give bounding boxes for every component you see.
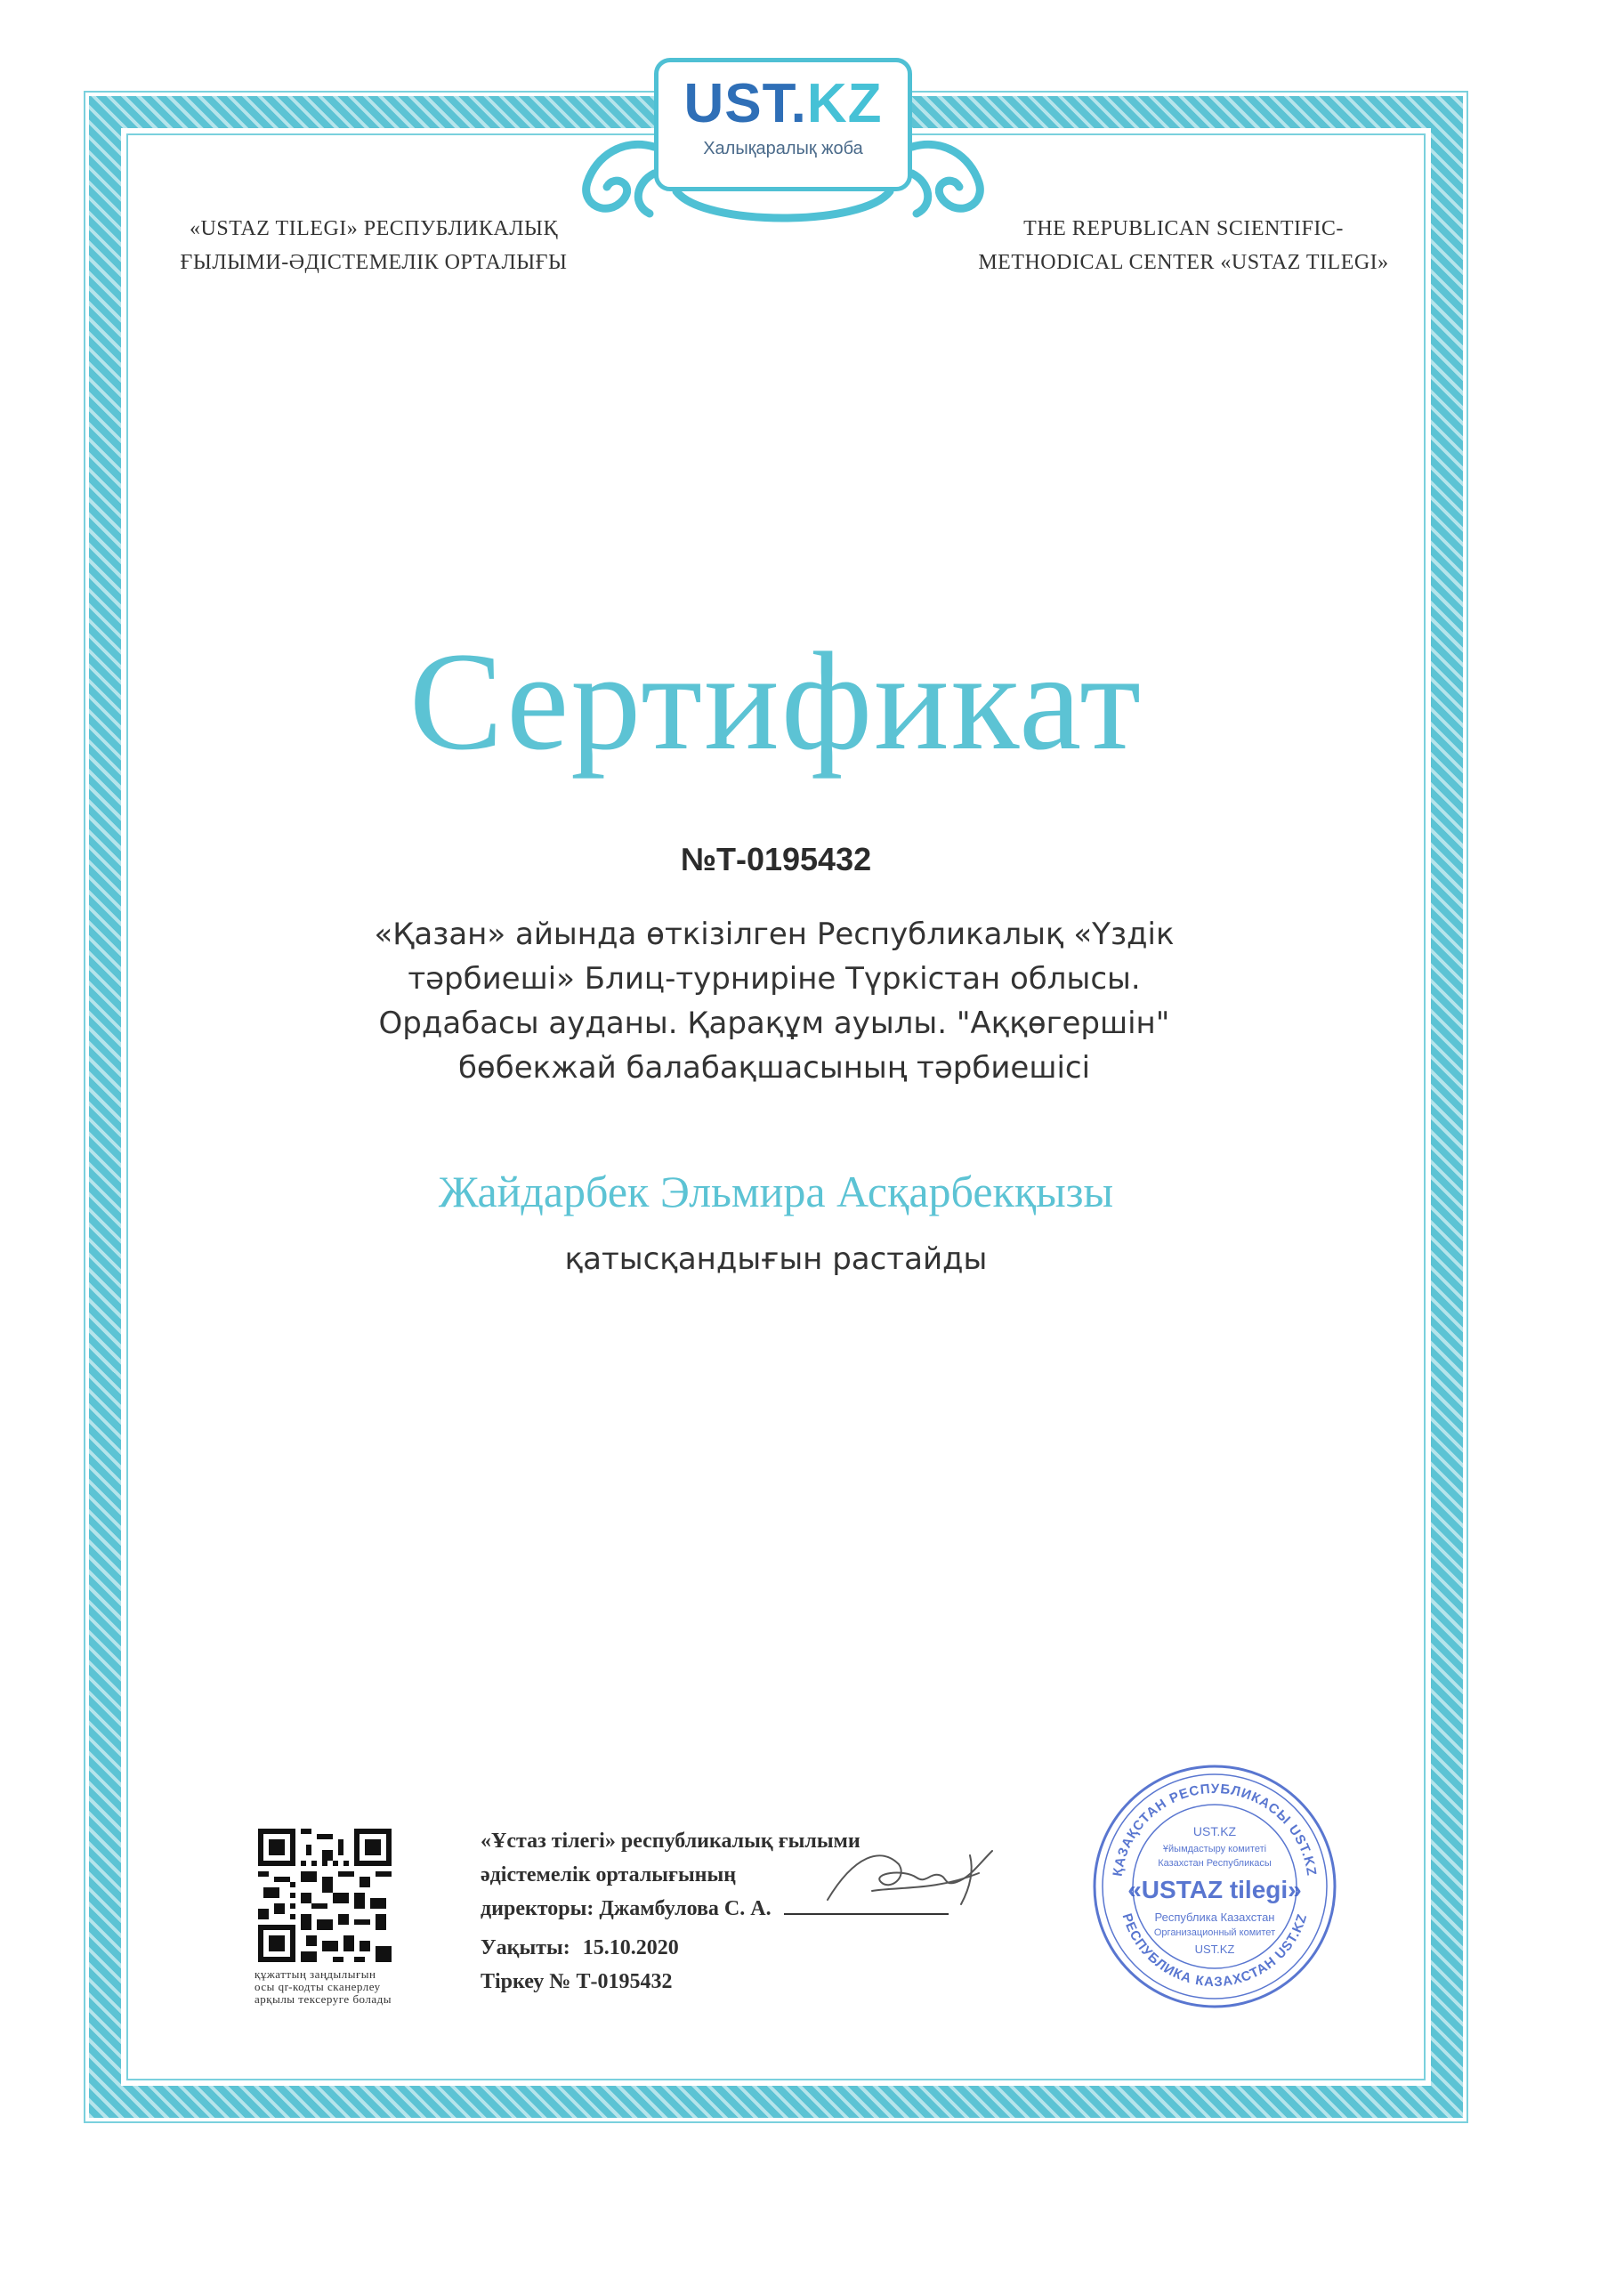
logo-subtitle: Халықаралық жоба <box>703 139 863 158</box>
registration-value: Т-0195432 <box>576 1970 673 1993</box>
certificate-title: Сертификат <box>408 624 1143 780</box>
svg-text:UST.KZ: UST.KZ <box>1192 1824 1237 1838</box>
signer-org-line1: «Ұстаз тілегі» республикалық ғылыми <box>481 1830 860 1853</box>
registration-label: Тіркеу № <box>481 1970 571 1993</box>
body-line: Ордабасы ауданы. Қарақұм ауылы. "Аққөгершін" <box>378 1006 1170 1041</box>
header-left-line1: «USTAZ TILEGI» РЕСПУБЛИКАЛЫҚ <box>190 217 558 240</box>
qr-caption-line: осы qr-кодты сканерлеу <box>255 1980 381 1993</box>
svg-text:Организационный комитет: Организационный комитет <box>1153 1927 1276 1938</box>
header-right-line2: METHODICAL CENTER «USTAZ TILEGI» <box>978 251 1389 274</box>
date-row <box>481 1931 1032 1965</box>
svg-text:ҚАЗАҚСТАН РЕСПУБЛИКАСЫ UST.KZ: ҚАЗАҚСТАН РЕСПУБЛИКАСЫ UST.KZ <box>1110 1781 1320 1878</box>
svg-text:Казахстан Республикасы: Казахстан Республикасы <box>1158 1858 1272 1869</box>
header-left-line2: ҒЫЛЫМИ-ӘДІСТЕМЕЛІК ОРТАЛЫҒЫ <box>180 251 568 274</box>
signer-director: директоры: Джамбулова С. А. <box>481 1897 772 1920</box>
official-stamp <box>1086 1757 1344 2015</box>
logo-wordmark: UST.KZ <box>683 73 883 134</box>
confirmation-text: қатысқандығын растайды <box>564 1241 988 1277</box>
header-right-line1: THE REPUBLICAN SCIENTIFIC- <box>1023 217 1344 240</box>
certificate-number: №Т-0195432 <box>680 841 872 877</box>
qr-caption <box>255 1968 424 2006</box>
date-value: 15.10.2020 <box>582 1936 679 1959</box>
logo-box <box>654 58 912 191</box>
recipient-name: Жайдарбек Эльмира Асқарбекқызы <box>438 1167 1114 1216</box>
qr-code-icon[interactable] <box>258 1829 392 1962</box>
ust-kz-logo <box>552 49 1014 227</box>
svg-text:«USTAZ tilegi»: «USTAZ tilegi» <box>1127 1876 1302 1903</box>
body-line: тәрбиеші» Блиц-турниріне Түркістан облысы. <box>408 961 1141 997</box>
handwritten-signature-icon <box>819 1838 1006 1918</box>
body-line: «Қазан» айында өткізілген Республикалық «Үздік <box>374 917 1175 952</box>
svg-text:РЕСПУБЛИКА КАЗАХСТАН UST.KZ: РЕСПУБЛИКА КАЗАХСТАН UST.KZ <box>1119 1911 1311 1991</box>
svg-text:Ұйымдастыру комитеті: Ұйымдастыру комитеті <box>1162 1844 1267 1854</box>
svg-text:Республика Казахстан: Республика Казахстан <box>1154 1910 1275 1924</box>
svg-text:UST.KZ: UST.KZ <box>1194 1943 1235 1956</box>
header-left-org <box>160 212 587 279</box>
registration-row <box>481 1965 1032 1999</box>
date-label: Уақыты: <box>481 1936 570 1959</box>
signer-org-line2: әдістемелік орталығының <box>481 1863 737 1886</box>
body-line: бөбекжай балабақшасының тәрбиешісі <box>457 1050 1091 1086</box>
qr-caption-line: арқылы тексеруге болады <box>255 1992 392 2006</box>
header-right-org <box>952 212 1415 279</box>
qr-caption-line: құжаттың заңдылығын <box>255 1967 376 1981</box>
certificate-body <box>294 912 1255 1090</box>
